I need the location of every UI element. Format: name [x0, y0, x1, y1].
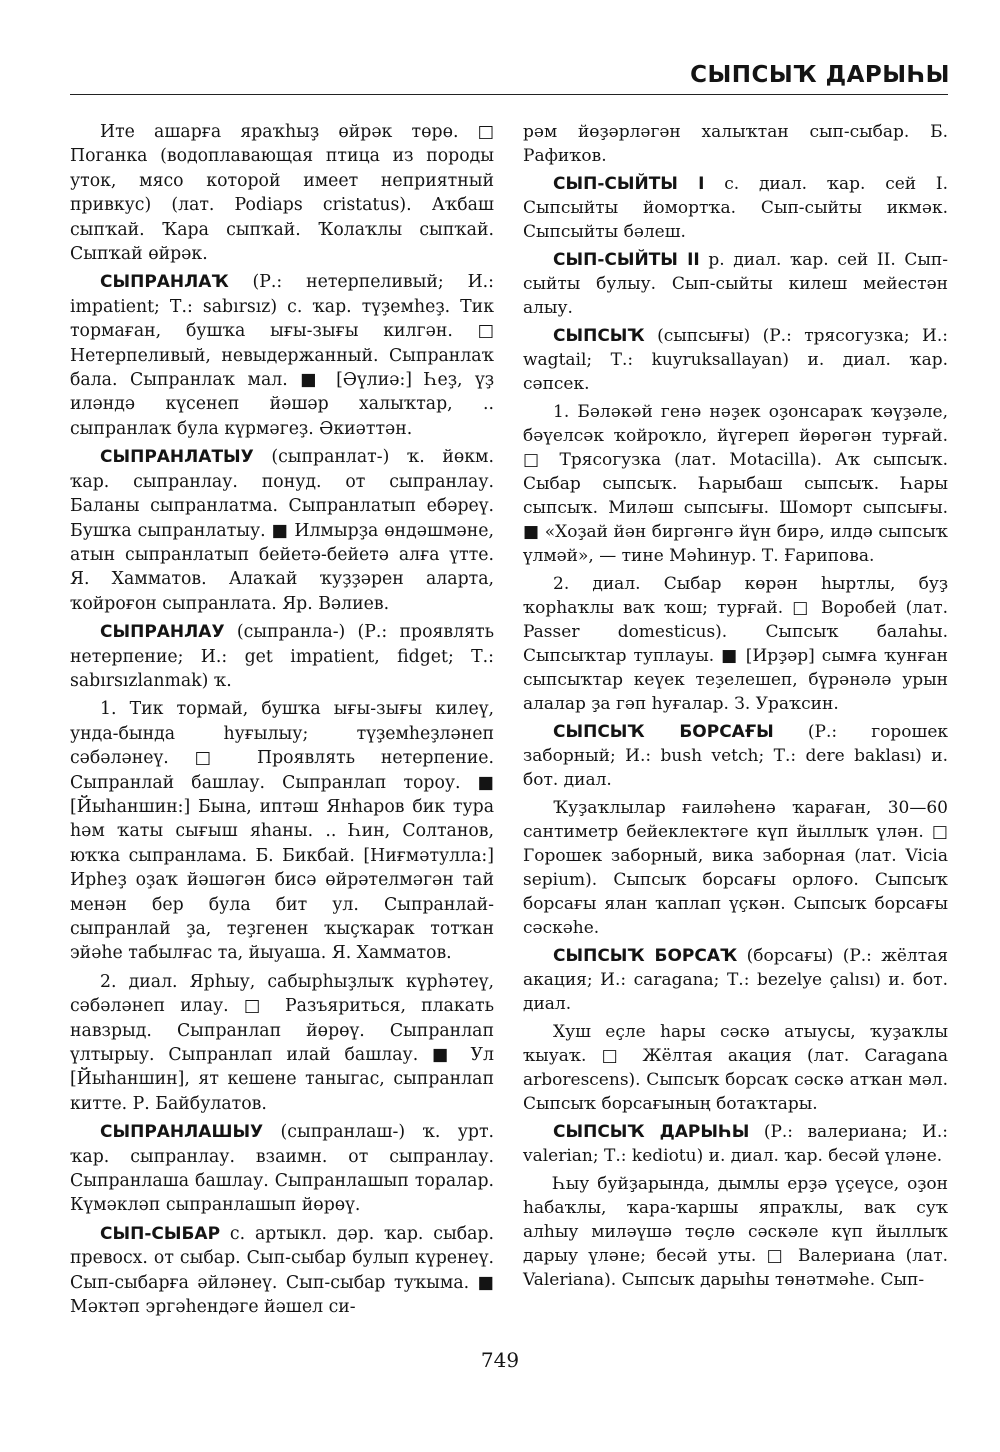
headword: СЫП-СЫБАР: [100, 1223, 221, 1244]
left-column: [70, 120, 494, 1324]
dictionary-entry: [70, 1222, 494, 1320]
headword: СЫПСЫҠ БОРСАҒЫ: [553, 722, 774, 742]
entry-text: 2. диал. Сыбар көрән һыртлы, буҙ ҡорһаҡлы ваҡ ҡош; турғай. □ Воробей (лат. Passer domesticus). Сыпсыҡ балаһы. Сыпсыҡтар туплауы. ■ [Ирҙәр] сымға ҡунған сыпсыҡтар кеүек теҙелешеп, бүрәнәлә урын алалар ҙа гәп һуғалар. З. Ураҡсин.: [523, 574, 948, 714]
dictionary-entry: [70, 620, 494, 693]
dictionary-entry: [70, 445, 494, 616]
entry-text: Хуш еҫле һары сәскә атыусы, ҡуҙаҡлы ҡыуаҡ. □ Жёлтая акация (лат. Caragana arborescens). Сыпсыҡ борсаҡ сәскә атҡан мәл. Сыпсыҡ борсағының ботаҡтары.: [523, 1022, 948, 1114]
headword: СЫПРАНЛАҠ: [100, 272, 229, 293]
headword: СЫПСЫҠ БОРСАҠ: [553, 946, 738, 966]
entry-text: с. диал. ҡар. сей I. Сыпсыйты йомортҡа. Сып-сыйты икмәк. Сыпсыйты бәлеш.: [523, 174, 948, 242]
running-head: СЫПСЫҠ ДАРЫҺЫ: [690, 62, 950, 88]
headword: СЫП-СЫЙТЫ I: [553, 174, 705, 194]
headword: СЫПРАНЛАТЫУ: [100, 447, 254, 468]
entry-text: рәм йөҙәрләгән халыҡтан сып-сыбар. Б. Рафиҡов.: [523, 122, 948, 166]
entry-text: (Р.: валериана; И.: valerian; Т.: kediotu) и. диал. ҡар. бесәй үләне.: [523, 1122, 948, 1166]
entry-text: с. артыкл. дәр. ҡар. сыбар. превосх. от сыбар. Сып-сыбар булып күренеү. Сып-сыбарға әйләнеү. Сып-сыбар туҡыма. ■ Мәктәп эргәһендәге йәшел си-: [70, 1223, 494, 1318]
entry-text: Ите ашарға яраҡһыҙ өйрәк төрө. □ Поганка (водоплавающая птица из породы уток, мясо которой имеет неприятный привкус) (лат. Podiaps cristatus). Аҡбаш сыпҡай. Ҡара сыпҡай. Ҡолаҡлы сыпҡай. Сыпҡай өйрәк.: [70, 122, 494, 265]
entry-paragraph: [523, 400, 948, 568]
entry-paragraph: [523, 1020, 948, 1116]
dictionary-entry: [523, 248, 948, 320]
dictionary-entry: [70, 1120, 494, 1218]
headword: СЫПРАНЛАУ: [100, 622, 225, 643]
entry-text: р. диал. ҡар. сей II. Сып-сыйты булыу. Сып-сыйты килеш мейестән алыу.: [523, 250, 948, 318]
entry-paragraph: [523, 796, 948, 940]
dictionary-entry: [523, 324, 948, 396]
dictionary-entry: [523, 172, 948, 244]
headword: СЫПСЫҠ: [553, 326, 645, 346]
entry-text: (сыпранла-) (Р.: проявлять нетерпение; И.: get impatient, fidget; Т.: sabırsızlanmak) ҡ.: [70, 622, 494, 691]
entry-text: (сыпранлат-) ҡ. йөкм. ҡар. сыпранлау. понуд. от сыпранлау. Баланы сыпранлатма. Сыпранлатып ебәреү. Бушҡа сыпранлатыу. ■ Илмырҙа өндәшмәне, атын сыпранлатып бейетә-бейетә алға үтте. Я. Хамматов. Алаҡай ҡуҙҙәрен аларта, ҡойроғон сыпранлата. Яр. Вәлиев.: [70, 447, 494, 614]
dictionary-entry: [523, 720, 948, 792]
headword: СЫПСЫҠ ДАРЫҺЫ: [553, 1122, 750, 1142]
entry-paragraph: [70, 970, 494, 1116]
headword: СЫП-СЫЙТЫ II: [553, 250, 700, 270]
dictionary-entry: [70, 270, 494, 441]
headword: СЫПРАНЛАШЫУ: [100, 1122, 264, 1143]
entry-text: (Р.: нетерпеливый; И.: impatient; Т.: sabırsız) с. ҡар. түҙемһеҙ. Тик тормаған, бушҡа ығы-зығы килгән. □ Нетерпеливый, невыдержанный. Сыпранлаҡ бала. Сыпранлаҡ мал. ■ [Әүлиә:] Һеҙ, үҙ иләндә күсенеп йәшәр халыҡтар, .. сыпранлаҡ була күрмәгеҙ. Әкиәттән.: [70, 272, 494, 439]
entry-text: (сыпранлаш-) ҡ. урт. ҡар. сыпранлау. взаимн. от сыпранлау. Сыпранлаша башлау. Сыпранлашып торалар. Күмәкләп сыпранлашып йөрөү.: [70, 1122, 494, 1216]
entry-paragraph: [523, 120, 948, 168]
entry-paragraph: [70, 120, 494, 266]
entry-text: 1. Тик тормай, бушҡа ығы-зығы килеү, унда-бында һуғылыу; түҙемһеҙләнеп сәбәләнеү. □ Проявлять нетерпение. Сыпранлай башлау. Сыпранлап тороу. ■ [Йыһаншин:] Бына, иптәш Янһаров бик тура һәм ҡаты сығыш яһаны. .. Һин, Солтанов, юҡҡа сыпранлама. Б. Бикбай. [Ниғмәтулла:] Ирһеҙ оҙаҡ йәшәгән бисә өйрәтелмәгән тай менән бер була бит ул. Сыпранлай-сыпранлай ҙа, теҙгенен ҡыҫҡарак тотҡан эйәһе табылғас та, йыуаша. Я. Хамматов.: [70, 699, 494, 964]
entry-text: (сыпсығы) (Р.: трясогузка; И.: wagtail; Т.: kuyruksallayan) и. диал. ҡар. сәпсек.: [523, 326, 948, 394]
entry-text: (Р.: горошек заборный; И.: bush vetch; Т.: dere baklası) и. бот. диал.: [523, 722, 949, 790]
entry-text: 1. Бәләкәй генә нәҙек оҙонсараҡ ҡәүҙәле, бәүелсәк ҡойроҡло, йүгереп йөрөгән турғай. □ Трясогузка (лат. Motacilla). Аҡ сыпсыҡ. Сыбар сыпсыҡ. Һарыбаш сыпсыҡ. Һары сыпсыҡ. Миләш сыпсығы. Шоморт сыпсығы. ■ «Хоҙай йән биргәнгә йүн бирә, илдә сыпсыҡ үлмәй», — тине Мәһинур. Т. Ғарипова.: [523, 402, 948, 566]
entry-paragraph: [523, 572, 948, 716]
entry-paragraph: [70, 697, 494, 965]
entry-text: Һыу буйҙарында, дымлы ерҙә үҫеүсе, оҙон һабаҡлы, ҡара-ҡаршы япраҡлы, ваҡ суҡ алһыу миләүшә төҫлө сәскәле күп йыллыҡ дарыу үләне; бесәй уты. □ Валериана (лат. Valeriana). Сыпсыҡ дарыһы төнәтмәһе. Сып-: [523, 1174, 948, 1290]
entry-text: Ҡуҙаҡлылар ғаиләһенә ҡараған, 30—60 сантиметр бейеклектәге күп йыллыҡ үлән. □ Горошек заборный, вика заборная (лат. Vicia sepium). Сыпсыҡ борсағы орлоғо. Сыпсыҡ борсағы ялан ҡаплап үҫкән. Сыпсыҡ борсағы сәскәһе.: [523, 798, 948, 938]
entry-paragraph: [523, 1172, 948, 1292]
right-column: [523, 120, 948, 1296]
entry-text: (борсағы) (Р.: жёлтая акация; И.: caragana; Т.: bezelye çalısı) и. бот. диал.: [523, 946, 948, 1014]
dictionary-entry: [523, 1120, 948, 1168]
dictionary-entry: [523, 944, 948, 1016]
entry-text: 2. диал. Ярһыу, сабырһыҙлыҡ күрһәтеү, сәбәләнеп илау. □ Разъяриться, плакать навзрыд. Сыпранлап йөрөү. Сыпранлап үлтырыу. Сыпранлап илай башлау. ■ Ул [Йыһаншин], ят кешене таныгас, сыпранлап китте. Р. Байбулатов.: [70, 971, 494, 1114]
page-number: 749: [480, 1348, 520, 1372]
header-rule: [70, 94, 948, 95]
